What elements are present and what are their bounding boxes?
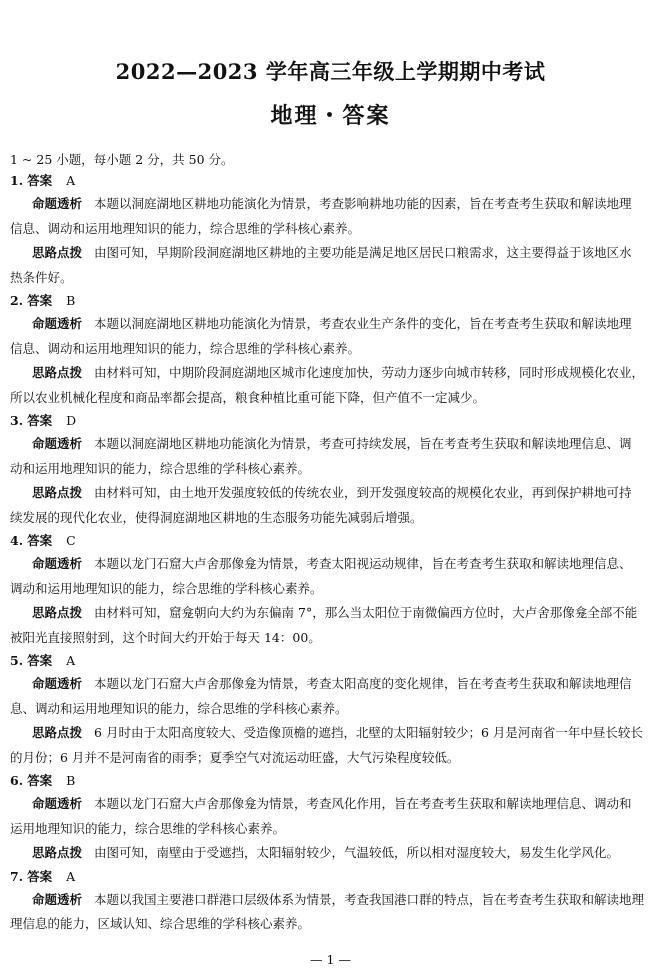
hint-line: 思路点拨 由材料可知，由土地开发强度较低的传统农业，到开发强度较高的规模化农业，再到保护耕地可持 <box>32 485 632 500</box>
answer-label: 答案 <box>27 533 53 548</box>
hint-line: 续发展的现代化农业，使得洞庭湖地区耕地的生态服务功能先减弱后增强。 <box>10 509 423 525</box>
page-number: — 1 — <box>310 952 351 967</box>
hint-paragraph <box>10 361 652 410</box>
analysis-label: 命题透析 <box>32 556 83 571</box>
analysis-line: 命题透析 本题以龙门石窟大卢舍那像龛为情景，考查太阳视运动规律，旨在考查考生获取和解读地理信息、 <box>32 556 632 571</box>
hint-paragraph <box>10 241 652 290</box>
analysis-line: 命题透析 本题以洞庭湖地区耕地功能演化为情景，考查影响耕地功能的因素，旨在考查考生获取和解读地理 <box>32 196 632 211</box>
answer-value: C <box>66 533 76 548</box>
analysis-label: 命题透析 <box>32 436 83 451</box>
analysis-line: 动和运用地理知识的能力，综合思维的学科核心素养。 <box>10 460 311 476</box>
hint-label: 思路点拨 <box>32 845 83 860</box>
analysis-line: 命题透析 本题以我国主要港口群港口层级体系为情景，考查我国港口群的特点，旨在考查考生获取和解读地理 <box>32 891 645 907</box>
question-block <box>10 530 652 650</box>
answer-value: A <box>66 653 76 668</box>
question-header <box>10 770 652 792</box>
analysis-line: 命题透析 本题以洞庭湖地区耕地功能演化为情景，考查可持续发展，旨在考查考生获取和解读地理信息、调 <box>32 436 632 451</box>
answer-label: 答案 <box>27 653 53 668</box>
question-number: 7. <box>10 868 24 884</box>
analysis-line: 命题透析 本题以龙门石窟大卢舍那像龛为情景，考查太阳高度的变化规律，旨在考查考生获取和解读地理信 <box>32 676 632 691</box>
document-title: 2022—2023 学年高三年级上学期期中考试 <box>115 59 546 84</box>
answer-value: B <box>66 293 76 308</box>
answer-label: 答案 <box>27 293 53 308</box>
hint-label: 思路点拨 <box>32 485 83 500</box>
hint-line: 被阳光直接照射到，这个时间大约开始于每天 14：00。 <box>10 629 321 645</box>
answer-label: 答案 <box>27 413 53 428</box>
analysis-label: 命题透析 <box>32 891 83 907</box>
answer-label: 答案 <box>27 868 53 884</box>
question-block <box>10 770 652 866</box>
answer-label: 答案 <box>27 773 53 788</box>
section-intro: 1 ~ 25 小题，每小题 2 分，共 50 分。 <box>10 152 234 167</box>
question-number: 2. <box>10 293 24 308</box>
analysis-paragraph <box>10 672 652 721</box>
question-number: 5. <box>10 653 24 668</box>
analysis-paragraph <box>10 552 652 601</box>
analysis-line: 运用地理知识的能力，综合思维的学科核心素养。 <box>10 820 286 836</box>
question-number: 6. <box>10 773 24 788</box>
analysis-line: 息、调动和运用地理知识的能力，综合思维的学科核心素养。 <box>10 700 348 716</box>
analysis-paragraph <box>10 432 652 481</box>
answer-value: D <box>66 413 77 428</box>
hint-line: 思路点拨 由材料可知，窟龛朝向大约为东偏南 7°，那么当太阳位于南微偏西方位时，大卢舍那像龛全部不能 <box>32 605 638 620</box>
question-block <box>10 866 652 937</box>
analysis-paragraph <box>10 312 652 361</box>
question-block <box>10 290 652 410</box>
question-header <box>10 530 652 552</box>
analysis-line: 命题透析 本题以洞庭湖地区耕地功能演化为情景，考查农业生产条件的变化，旨在考查考生获取和解读地理 <box>32 316 632 331</box>
answer-value: A <box>66 173 76 188</box>
hint-paragraph <box>10 481 652 530</box>
hint-line: 热条件好。 <box>10 269 73 285</box>
document-subtitle: 地理・答案 <box>270 103 391 129</box>
hint-line: 思路点拨 由图可知，早期阶段洞庭湖地区耕地的主要功能是满足地区居民口粮需求，这主要得益于该地区水 <box>32 245 632 260</box>
hint-line: 所以农业机械化程度和商品率都会提高，粮食种植比重可能下降，但产值不一定减少。 <box>10 389 486 405</box>
answer-list <box>10 170 652 937</box>
answer-label: 答案 <box>27 173 53 188</box>
question-block <box>10 410 652 530</box>
hint-line: 的月份；6 月并不是河南省的雨季；夏季空气对流运动旺盛，大气污染程度较低。 <box>10 749 460 765</box>
analysis-line: 理信息的能力，区域认知、综合思维的学科核心素养。 <box>10 916 311 931</box>
question-block <box>10 170 652 290</box>
analysis-paragraph <box>10 792 652 841</box>
hint-paragraph <box>10 841 652 866</box>
analysis-line: 信息、调动和运用地理知识的能力，综合思维的学科核心素养。 <box>10 220 361 236</box>
hint-label: 思路点拨 <box>32 365 83 380</box>
question-number: 4. <box>10 533 24 548</box>
analysis-line: 信息、调动和运用地理知识的能力，综合思维的学科核心素养。 <box>10 340 361 356</box>
question-block <box>10 650 652 770</box>
analysis-label: 命题透析 <box>32 676 83 691</box>
question-header <box>10 650 652 672</box>
hint-label: 思路点拨 <box>32 725 83 740</box>
question-number: 1. <box>10 173 24 188</box>
question-number: 3. <box>10 413 24 428</box>
hint-line: 思路点拨 由图可知，南壁由于受遮挡，太阳辐射较少，气温较低，所以相对湿度较大，易发生化学风化。 <box>32 845 620 860</box>
hint-line: 思路点拨 由材料可知，中期阶段洞庭湖地区城市化速度加快，劳动力逐步向城市转移，同时形成规模化农业， <box>32 365 645 380</box>
analysis-paragraph <box>10 888 652 937</box>
analysis-label: 命题透析 <box>32 196 83 211</box>
question-header <box>10 866 652 888</box>
analysis-label: 命题透析 <box>32 796 83 811</box>
hint-paragraph <box>10 601 652 650</box>
hint-label: 思路点拨 <box>32 245 83 260</box>
analysis-paragraph <box>10 192 652 241</box>
analysis-label: 命题透析 <box>32 316 83 331</box>
question-header <box>10 290 652 312</box>
answer-value: B <box>66 773 76 788</box>
answer-value: A <box>66 868 76 884</box>
analysis-line: 调动和运用地理知识的能力，综合思维的学科核心素养。 <box>10 580 323 596</box>
question-header <box>10 170 652 192</box>
hint-label: 思路点拨 <box>32 605 83 620</box>
hint-paragraph <box>10 721 652 770</box>
analysis-line: 命题透析 本题以龙门石窟大卢舍那像龛为情景，考查风化作用，旨在考查考生获取和解读地理信息、调动和 <box>32 796 632 811</box>
question-header <box>10 410 652 432</box>
hint-line: 思路点拨 6 月时由于太阳高度较大、受造像顶檐的遮挡，北壁的太阳辐射较少；6 月是河南省一年中昼长较长 <box>32 725 643 740</box>
